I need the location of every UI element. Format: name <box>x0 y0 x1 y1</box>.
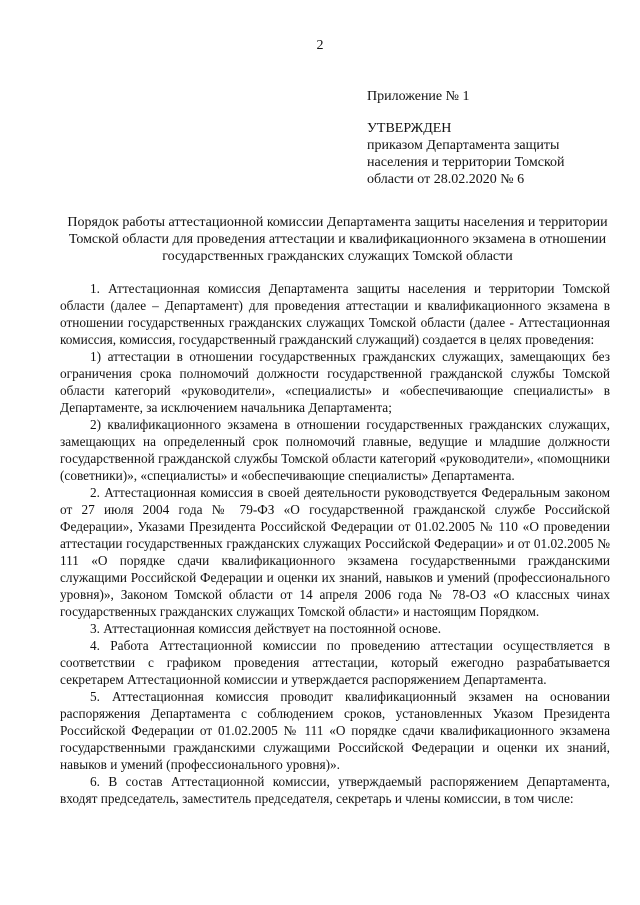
document-title: Порядок работы аттестационной комиссии Департамента защиты населения и территории Томской области для проведения аттестации и квалификационного экзамена в отношении государственных гражданских служащих Томской области <box>67 215 608 264</box>
paragraph: 2) квалификационного экзамена в отношении государственных гражданских служащих, замещающих на определенный срок полномочий главные, ведущие и младшие должности государственной гражданской службы Томской области категорий «руководители», «помощники (советники)», «специалисты» и «обеспечивающие специалисты» Департамента. <box>60 417 610 483</box>
page-number: 2 <box>316 38 324 53</box>
approval-block <box>367 120 565 188</box>
paragraph: 5. Аттестационная комиссия проводит квалификационный экзамен на основании распоряжения Департамента с соблюдением сроков, установленных Указом Президента Российской Федерации от 01.02.2005 № 111 «О порядке сдачи квалификационного экзамена государственными гражданскими служащими Российской Федерации и оценки их знаний, навыков и умений (профессионального уровня)». <box>60 689 610 772</box>
appendix-label: Приложение № 1 <box>367 89 470 104</box>
paragraph: 1. Аттестационная комиссия Департамента защиты населения и территории Томской области (далее – Департамент) для проведения аттестации и квалификационного экзамена в отношении государственных гражданских служащих Томской области (далее - Аттестационная комиссия, комиссия, государственный гражданский служащий) создается в целях проведения: <box>60 281 610 347</box>
approval-line: населения и территории Томской <box>367 155 565 170</box>
paragraph: 4. Работа Аттестационной комиссии по проведению аттестации осуществляется в соответствии с графиком проведения аттестации, который ежегодно разрабатывается секретарем Аттестационной комиссии и утверждается распоряжением Департамента. <box>60 638 610 687</box>
paragraph: 6. В состав Аттестационной комиссии, утверждаемый распоряжением Департамента, входят председатель, заместитель председателя, секретарь и члены комиссии, в том числе: <box>60 774 610 806</box>
paragraph: 1) аттестации в отношении государственных гражданских служащих, замещающих без ограничения срока полномочий должности государственной гражданской службы Томской области категорий «руководители», «специалисты» и «обеспечивающие специалисты» в Департаменте, за исключением начальника Департамента; <box>60 349 610 415</box>
document-body <box>60 280 610 807</box>
approval-line: приказом Департамента защиты <box>367 138 560 153</box>
approval-heading: УТВЕРЖДЕН <box>367 121 452 136</box>
approval-line: области от 28.02.2020 № 6 <box>367 172 525 187</box>
paragraph: 2. Аттестационная комиссия в своей деятельности руководствуется Федеральным законом от 27 июля 2004 года № 79-ФЗ «О государственной гражданской службе Российской Федерации», Указами Президента Российской Федерации от 01.02.2005 № 110 «О проведении аттестации государственных гражданских служащих Российской Федерации» и от 01.02.2005 № 111 «О порядке сдачи квалификационного экзамена государственными гражданскими служащими Российской Федерации и оценки их знаний, навыков и умений (профессионального уровня)», Законом Томской области от 14 апреля 2006 года № 78-ОЗ «О классных чинах государственных гражданских служащих Томской области» и настоящим Порядком. <box>60 485 610 619</box>
paragraph: 3. Аттестационная комиссия действует на постоянной основе. <box>90 621 442 636</box>
